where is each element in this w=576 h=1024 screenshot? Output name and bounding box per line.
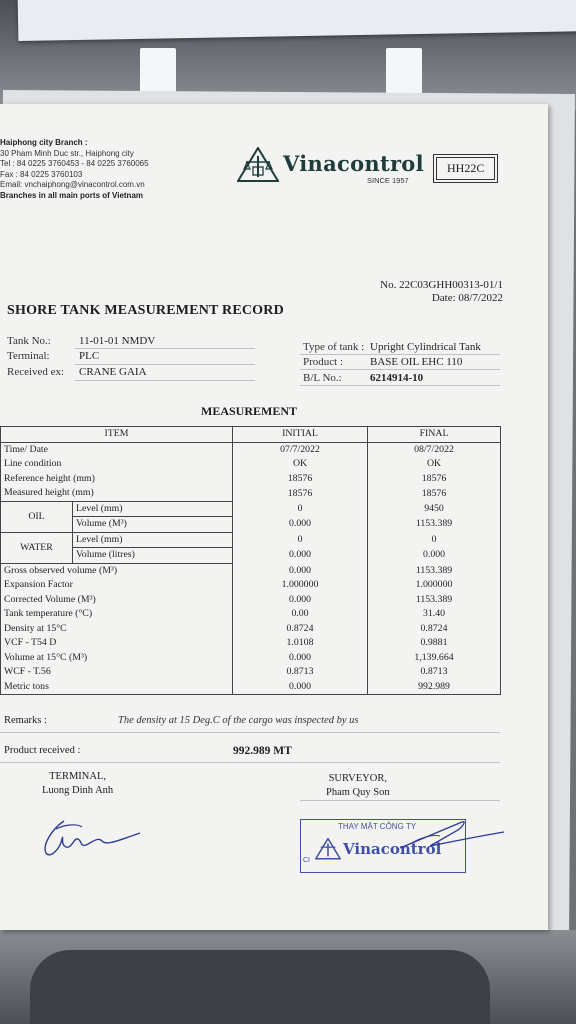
remarks-label: Remarks : bbox=[4, 715, 47, 726]
terminal-handwritten-signature bbox=[36, 815, 146, 861]
row-final: 31.40 bbox=[368, 607, 501, 622]
row-final: 08/7/2022 bbox=[368, 442, 501, 457]
fabric-shadow bbox=[30, 950, 490, 1024]
row-item: Expansion Factor bbox=[1, 578, 233, 593]
row-final: 0.8724 bbox=[368, 622, 501, 637]
row-initial: 0.000 bbox=[233, 563, 368, 578]
document-date: Date: 08/7/2022 bbox=[431, 292, 503, 304]
surveyor-handwritten-signature bbox=[370, 818, 510, 862]
table-row bbox=[1, 665, 501, 680]
divider bbox=[75, 380, 255, 381]
branch-ports: Branches in all main ports of Vietnam bbox=[0, 190, 143, 200]
bl-no-value: 6214914-10 bbox=[370, 372, 424, 384]
row-initial: 0.000 bbox=[233, 680, 368, 695]
table-row bbox=[1, 622, 501, 637]
row-final: 1,139.664 bbox=[368, 651, 501, 666]
branch-address: 30 Pham Minh Duc str., Haiphong city bbox=[0, 148, 134, 158]
row-final: 1.000000 bbox=[368, 578, 501, 593]
row-final: 992.989 bbox=[368, 680, 501, 695]
surveyor-title: SURVEYOR, bbox=[328, 773, 387, 784]
row-final: OK bbox=[368, 457, 501, 472]
row-item: Volume at 15°C (M³) bbox=[1, 651, 233, 666]
water-group-label: WATER bbox=[1, 532, 73, 563]
document-number: No. 22C03GHH00313-01/1 bbox=[380, 279, 503, 291]
table-row bbox=[1, 486, 501, 501]
paper-clip bbox=[386, 48, 422, 98]
vinacontrol-logo-icon bbox=[237, 147, 279, 183]
row-item: Gross observed volume (M³) bbox=[1, 563, 233, 578]
col-final-header: FINAL bbox=[368, 427, 501, 443]
surveyor-signature-block bbox=[326, 772, 390, 800]
received-ex-label: Received ex: bbox=[7, 366, 65, 378]
divider bbox=[0, 732, 500, 733]
stamp-top-text: THAY MẶT CÔNG TY bbox=[338, 822, 417, 831]
row-item: Volume (M³) bbox=[73, 517, 233, 533]
table-row bbox=[1, 607, 501, 622]
terminal-value: PLC bbox=[79, 350, 100, 362]
oil-group-label: OIL bbox=[1, 501, 73, 532]
row-item: VCF - T54 D bbox=[1, 636, 233, 651]
table-header-row bbox=[1, 427, 501, 443]
divider bbox=[0, 762, 500, 763]
tank-type-value: Upright Cylindrical Tank bbox=[370, 341, 481, 353]
terminal-title: TERMINAL, bbox=[49, 771, 107, 782]
row-item: Volume (litres) bbox=[73, 548, 233, 564]
terminal-label: Terminal: bbox=[7, 350, 50, 362]
table-row bbox=[1, 532, 501, 548]
table-row bbox=[1, 563, 501, 578]
company-since: SINCE 1957 bbox=[367, 176, 409, 185]
row-initial: 18576 bbox=[233, 486, 368, 501]
row-final: 1153.389 bbox=[368, 563, 501, 578]
row-initial: 07/7/2022 bbox=[233, 442, 368, 457]
product-received-value: 992.989 MT bbox=[233, 745, 292, 757]
row-final: 1153.389 bbox=[368, 593, 501, 608]
terminal-name: Luong Dinh Anh bbox=[42, 785, 114, 796]
row-final: 18576 bbox=[368, 472, 501, 487]
row-final: 0 bbox=[368, 532, 501, 548]
table-row bbox=[1, 593, 501, 608]
row-item: Metric tons bbox=[1, 680, 233, 695]
table-row bbox=[1, 501, 501, 517]
row-final: 1153.389 bbox=[368, 517, 501, 533]
row-initial: OK bbox=[233, 457, 368, 472]
table-row bbox=[1, 442, 501, 457]
row-initial: 0 bbox=[233, 501, 368, 517]
table-row bbox=[1, 680, 501, 695]
divider bbox=[300, 369, 500, 370]
table-row bbox=[1, 578, 501, 593]
received-ex-value: CRANE GAIA bbox=[79, 366, 147, 378]
row-item: Reference height (mm) bbox=[1, 472, 233, 487]
branch-name: Haiphong city Branch : bbox=[0, 138, 88, 147]
row-initial: 0.000 bbox=[233, 651, 368, 666]
row-initial: 1.0108 bbox=[233, 636, 368, 651]
divider bbox=[300, 800, 500, 801]
row-initial: 0.000 bbox=[233, 517, 368, 533]
row-final: 0.9881 bbox=[368, 636, 501, 651]
divider bbox=[75, 364, 255, 365]
divider bbox=[75, 348, 255, 349]
row-item: WCF - T.56 bbox=[1, 665, 233, 680]
terminal-signature-block bbox=[42, 770, 113, 798]
measurement-heading: MEASUREMENT bbox=[201, 404, 298, 418]
row-item: Density at 15°C bbox=[1, 622, 233, 637]
company-name: Vinacontrol bbox=[283, 151, 424, 176]
row-item: Level (mm) bbox=[73, 532, 233, 548]
stamp-company-name: Vinacontrol bbox=[343, 840, 442, 858]
row-initial: 0.000 bbox=[233, 548, 368, 564]
table-row bbox=[1, 636, 501, 651]
product-value: BASE OIL EHC 110 bbox=[370, 356, 463, 368]
row-initial: 0 bbox=[233, 532, 368, 548]
row-final: 0.000 bbox=[368, 548, 501, 564]
product-received-label: Product received : bbox=[4, 745, 81, 756]
branch-fax: Fax : 84 0225 3760103 bbox=[0, 169, 83, 179]
table-row bbox=[1, 472, 501, 487]
row-final: 0.8713 bbox=[368, 665, 501, 680]
col-item-header: ITEM bbox=[1, 427, 233, 443]
row-initial: 18576 bbox=[233, 472, 368, 487]
row-final: 18576 bbox=[368, 486, 501, 501]
tank-type-label: Type of tank : bbox=[303, 341, 365, 353]
surveyor-name: Pham Quy Son bbox=[326, 787, 390, 798]
table-row bbox=[1, 548, 501, 564]
branch-email: Email: vnchaiphong@vinacontrol.com.vn bbox=[0, 180, 145, 190]
bl-no-label: B/L No.: bbox=[303, 372, 342, 384]
row-initial: 1.000000 bbox=[233, 578, 368, 593]
row-item: Tank temperature (°C) bbox=[1, 607, 233, 622]
stamp-logo-icon bbox=[315, 838, 341, 860]
col-initial-header: INITIAL bbox=[233, 427, 368, 443]
page-title: SHORE TANK MEASUREMENT RECORD bbox=[7, 303, 284, 318]
tank-no-value: 11-01-01 NMDV bbox=[79, 335, 156, 347]
table-row bbox=[1, 457, 501, 472]
row-item: Level (mm) bbox=[73, 501, 233, 517]
branch-tel: Tel : 84 0225 3760453 - 84 0225 3760065 bbox=[0, 159, 149, 169]
divider bbox=[300, 354, 500, 355]
row-item: Time/ Date bbox=[1, 442, 233, 457]
product-label: Product : bbox=[303, 356, 344, 368]
remarks-text: The density at 15 Deg.C of the cargo was inspected by us bbox=[118, 715, 359, 726]
divider bbox=[300, 385, 500, 386]
row-item: Measured height (mm) bbox=[1, 486, 233, 501]
stamp-corner-text: CI bbox=[303, 857, 310, 864]
row-initial: 0.000 bbox=[233, 593, 368, 608]
measurement-table bbox=[0, 426, 501, 695]
branch-info bbox=[0, 138, 149, 202]
row-final: 9450 bbox=[368, 501, 501, 517]
table-row bbox=[1, 517, 501, 533]
row-item: Corrected Volume (M³) bbox=[1, 593, 233, 608]
row-initial: 0.8713 bbox=[233, 665, 368, 680]
row-initial: 0.8724 bbox=[233, 622, 368, 637]
document-number-block bbox=[380, 279, 503, 305]
row-initial: 0.00 bbox=[233, 607, 368, 622]
row-item: Line condition bbox=[1, 457, 233, 472]
branch-code-box: HH22C bbox=[436, 157, 495, 180]
tank-no-label: Tank No.: bbox=[7, 335, 51, 347]
table-row bbox=[1, 651, 501, 666]
